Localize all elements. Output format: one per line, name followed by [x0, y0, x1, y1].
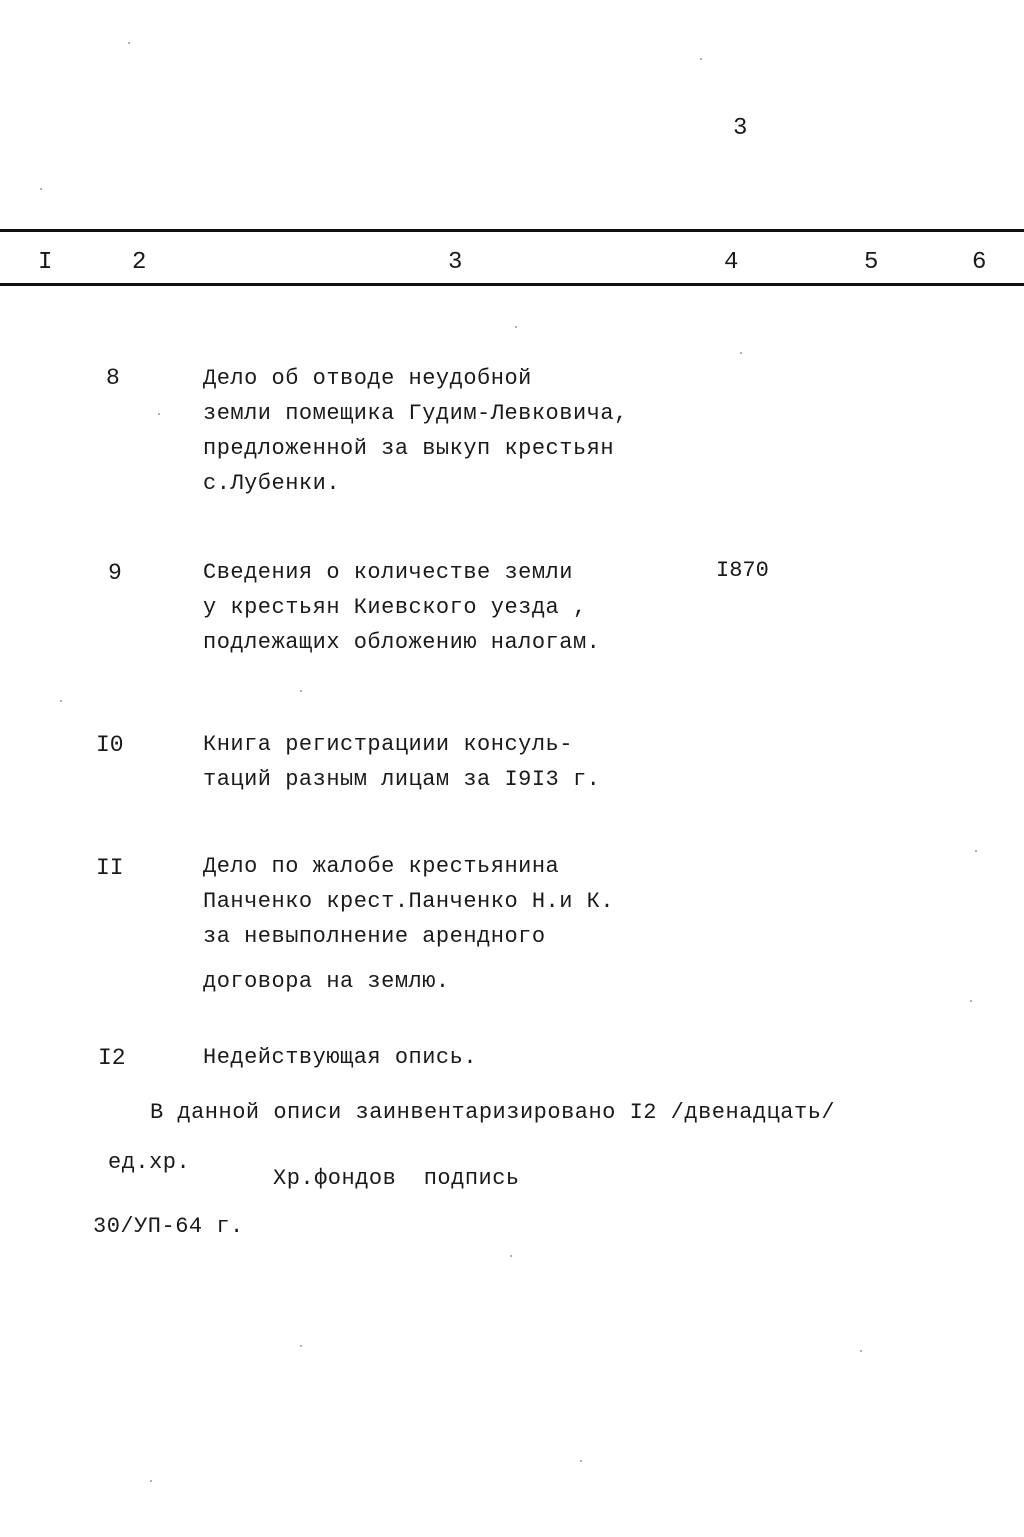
entry-line: у крестьян Киевского уезда ,	[203, 595, 587, 620]
page-number: 3	[733, 115, 748, 142]
entry-number: I0	[96, 732, 124, 758]
entry-line: Книга регистрациии консуль-	[203, 732, 573, 757]
entry-line: таций разным лицам за I9I3 г.	[203, 767, 601, 792]
scan-speck	[40, 188, 42, 190]
scan-speck	[300, 1345, 302, 1347]
entry-date: I870	[716, 558, 769, 583]
scan-speck	[158, 413, 160, 415]
entry-line: договора на землю.	[203, 969, 450, 994]
scan-speck	[515, 326, 517, 328]
storage-units-label: ед.хр.	[108, 1150, 191, 1175]
entry-line: с.Лубенки.	[203, 471, 341, 496]
signature-line: Хр.фондов подпись	[273, 1166, 520, 1191]
scan-speck	[580, 1460, 582, 1462]
entry-line: подлежащих обложению налогам.	[203, 630, 601, 655]
entry-title	[203, 361, 628, 501]
scan-speck	[300, 690, 302, 692]
entry-title	[203, 849, 614, 999]
column-number-6: 6	[972, 249, 987, 276]
scan-speck	[860, 1350, 862, 1352]
scan-speck	[970, 1000, 972, 1002]
entry-line: Недействующая опись.	[203, 1045, 478, 1070]
table-header-top-rule	[0, 229, 1024, 232]
column-number-1: I	[38, 249, 53, 276]
scan-speck	[150, 1480, 152, 1482]
entry-title	[203, 1040, 477, 1075]
entry-line: земли помещика Гудим-Левковича,	[203, 401, 628, 426]
entry-title	[203, 555, 600, 660]
column-number-3: 3	[448, 249, 463, 276]
column-number-5: 5	[864, 249, 879, 276]
entry-line: за невыполнение арендного	[203, 924, 546, 949]
scan-speck	[740, 352, 742, 354]
entry-line: Дело по жалобе крестьянина	[203, 854, 560, 879]
entry-number: II	[96, 855, 124, 881]
inventory-summary: В данной описи заинвентаризировано I2 /двенадцать/	[150, 1100, 836, 1125]
scan-speck	[510, 1255, 512, 1257]
scan-speck	[128, 42, 130, 44]
table-header-bottom-rule	[0, 283, 1024, 286]
column-number-4: 4	[724, 249, 739, 276]
scan-speck	[700, 58, 702, 60]
column-number-2: 2	[132, 249, 147, 276]
entry-line: Панченко крест.Панченко Н.и К.	[203, 889, 615, 914]
entry-line: Дело об отводе неудобной	[203, 366, 532, 391]
entry-line: Сведения о количестве земли	[203, 560, 573, 585]
entry-number: I2	[98, 1045, 126, 1071]
scan-speck	[975, 850, 977, 852]
entry-line: предложенной за выкуп крестьян	[203, 436, 615, 461]
entry-number: 8	[106, 365, 120, 391]
entry-title	[203, 727, 600, 797]
document-date: 30/УП-64 г.	[93, 1214, 244, 1239]
entry-number: 9	[108, 560, 122, 586]
scan-speck	[60, 700, 62, 702]
